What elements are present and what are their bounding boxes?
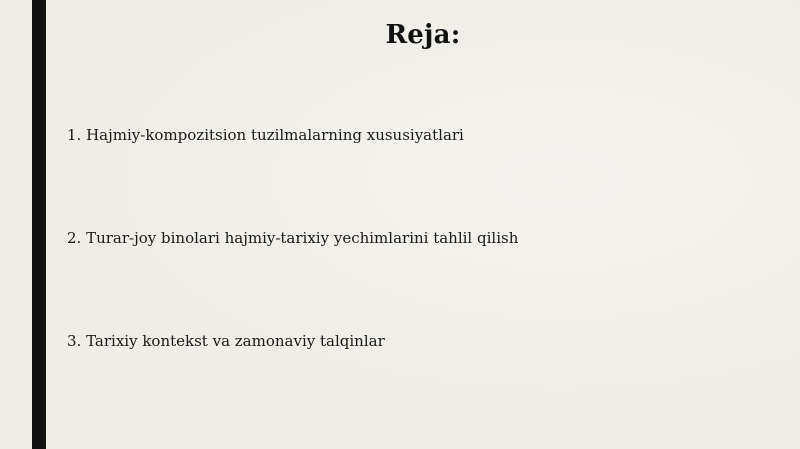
left-accent-bar bbox=[32, 0, 46, 449]
plan-item-1: 1. Hajmiy-kompozitsion tuzilmalarning xususiyatlari bbox=[67, 126, 464, 144]
plan-item-2: 2. Turar-joy binolari hajmiy-tarixiy yechimlarini tahlil qilish bbox=[67, 229, 519, 247]
slide-title: Reja: bbox=[385, 20, 461, 50]
plan-item-3: 3. Tarixiy kontekst va zamonaviy talqinlar bbox=[67, 332, 385, 350]
